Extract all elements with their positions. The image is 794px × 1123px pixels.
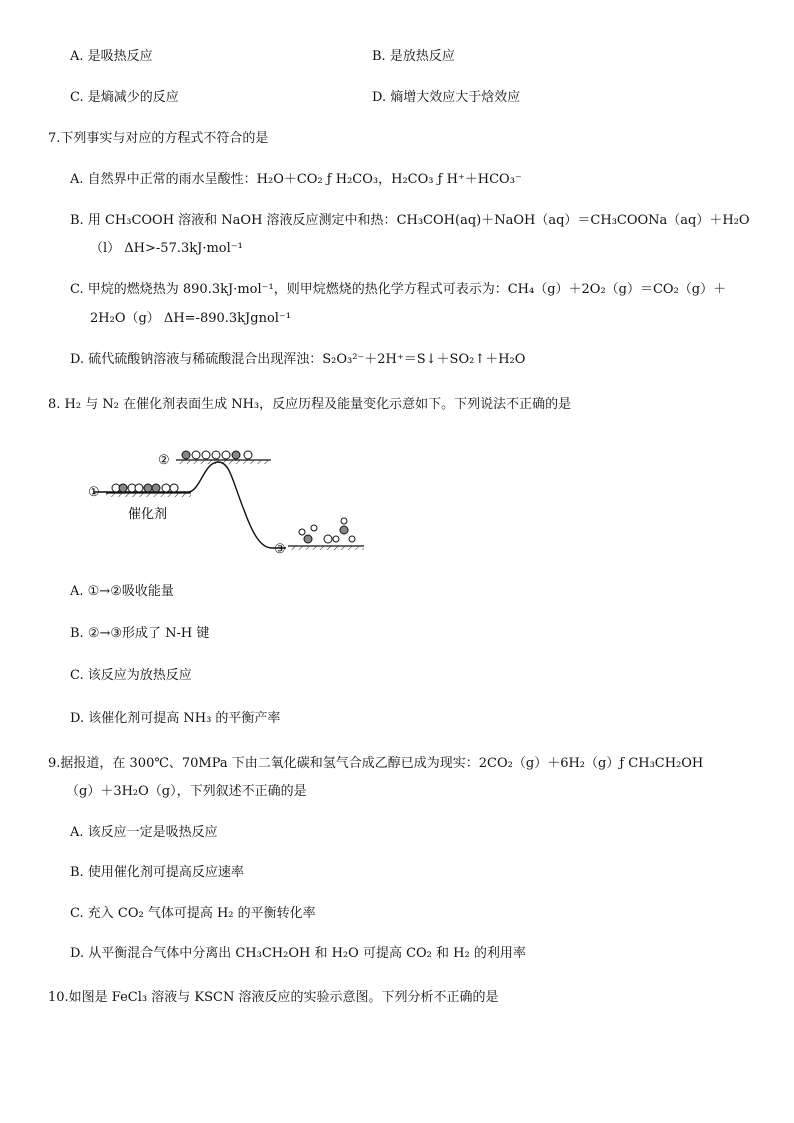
q7-option-b-eq: CH₃COH(aq)＋NaOH（aq）＝CH₃COONa（aq）＋H₂O bbox=[396, 213, 750, 228]
catalyst-label: 催化剂 bbox=[128, 507, 168, 522]
energy-curve bbox=[94, 462, 286, 548]
q7-option-b-cont: （l） ΔH>-57.3kJ·mol⁻¹ bbox=[90, 241, 243, 256]
q9-option-d: D. 从平衡混合气体中分离出 CH₃CH₂OH 和 H₂O 可提高 CO₂ 和 H₂ 的利用率 bbox=[70, 946, 526, 961]
q9-option-c: C. 充入 CO₂ 气体可提高 H₂ 的平衡转化率 bbox=[70, 906, 316, 921]
q7-option-a-eq2: H₂CO₃ ƒ H⁺＋HCO₃⁻ bbox=[391, 172, 522, 187]
q7-option-d: D. 硫代硫酸钠溶液与稀硫酸混合出现浑浊：S₂O₃²⁻＋2H⁺＝S↓＋SO₂↑＋H₂O bbox=[70, 352, 526, 367]
q8-option-d: D. 该催化剂可提高 NH₃ 的平衡产率 bbox=[70, 711, 281, 726]
q7-option-c-line2: 2H₂O（g） ΔH=-890.3kJgnol⁻¹ bbox=[90, 311, 291, 326]
q8-option-b: B. ②→③形成了 N-H 键 bbox=[70, 626, 210, 641]
q7-option-a-prefix: A. 自然界中正常的雨水呈酸性： bbox=[70, 172, 257, 187]
surface-state-3 bbox=[288, 518, 364, 550]
q10-stem: 10.如图是 FeCl₃ 溶液与 KSCN 溶液反应的实验示意图。下列分析不正确的是 bbox=[48, 990, 499, 1005]
q7-option-a-eq1: H₂O＋CO₂ ƒ H₂CO₃， bbox=[256, 172, 392, 187]
q8-stem: 8. H₂ 与 N₂ 在催化剂表面生成 NH₃，反应历程及能量变化示意如下。下列说法不正确的是 bbox=[48, 397, 572, 412]
q7-option-c-line1: C. 甲烷的燃烧热为 890.3kJ·mol⁻¹，则甲烷燃烧的热化学方程式可表示为：CH₄（g）＋2O₂（g）＝CO₂（g）＋ bbox=[70, 282, 727, 297]
state-1-label: ① bbox=[88, 485, 100, 500]
q7-option-b bbox=[70, 212, 750, 230]
q7-stem: 7.下列事实与对应的方程式不符合的是 bbox=[48, 131, 269, 146]
q8-option-a: A. ①→②吸收能量 bbox=[70, 584, 174, 599]
q7-option-a bbox=[70, 171, 522, 189]
state-3-label: ③ bbox=[274, 542, 286, 557]
q6-option-b: B. 是放热反应 bbox=[372, 49, 455, 64]
q7-option-b-prefix: B. 用 CH₃COOH 溶液和 NaOH 溶液反应测定中和热： bbox=[70, 213, 397, 228]
q6-option-c: C. 是熵减少的反应 bbox=[70, 90, 179, 105]
q9-stem-line1: 9.据报道，在 300℃、70MPa 下由二氧化碳和氢气合成乙醇已成为现实：2CO₂（g）＋6H₂（g）ƒ CH₃CH₂OH bbox=[48, 756, 704, 771]
surface-state-1 bbox=[106, 484, 191, 497]
q9-option-b: B. 使用催化剂可提高反应速率 bbox=[70, 865, 244, 880]
reaction-energy-diagram bbox=[76, 440, 376, 570]
q6-option-a: A. 是吸热反应 bbox=[70, 49, 153, 64]
surface-state-2 bbox=[176, 451, 271, 464]
q6-option-d: D. 熵增大效应大于焓效应 bbox=[372, 90, 521, 105]
state-2-label: ② bbox=[158, 453, 170, 468]
q9-option-a: A. 该反应一定是吸热反应 bbox=[70, 825, 218, 840]
q8-option-c: C. 该反应为放热反应 bbox=[70, 668, 192, 683]
q9-stem-line2: （g）＋3H₂O（g），下列叙述不正确的是 bbox=[66, 784, 307, 799]
